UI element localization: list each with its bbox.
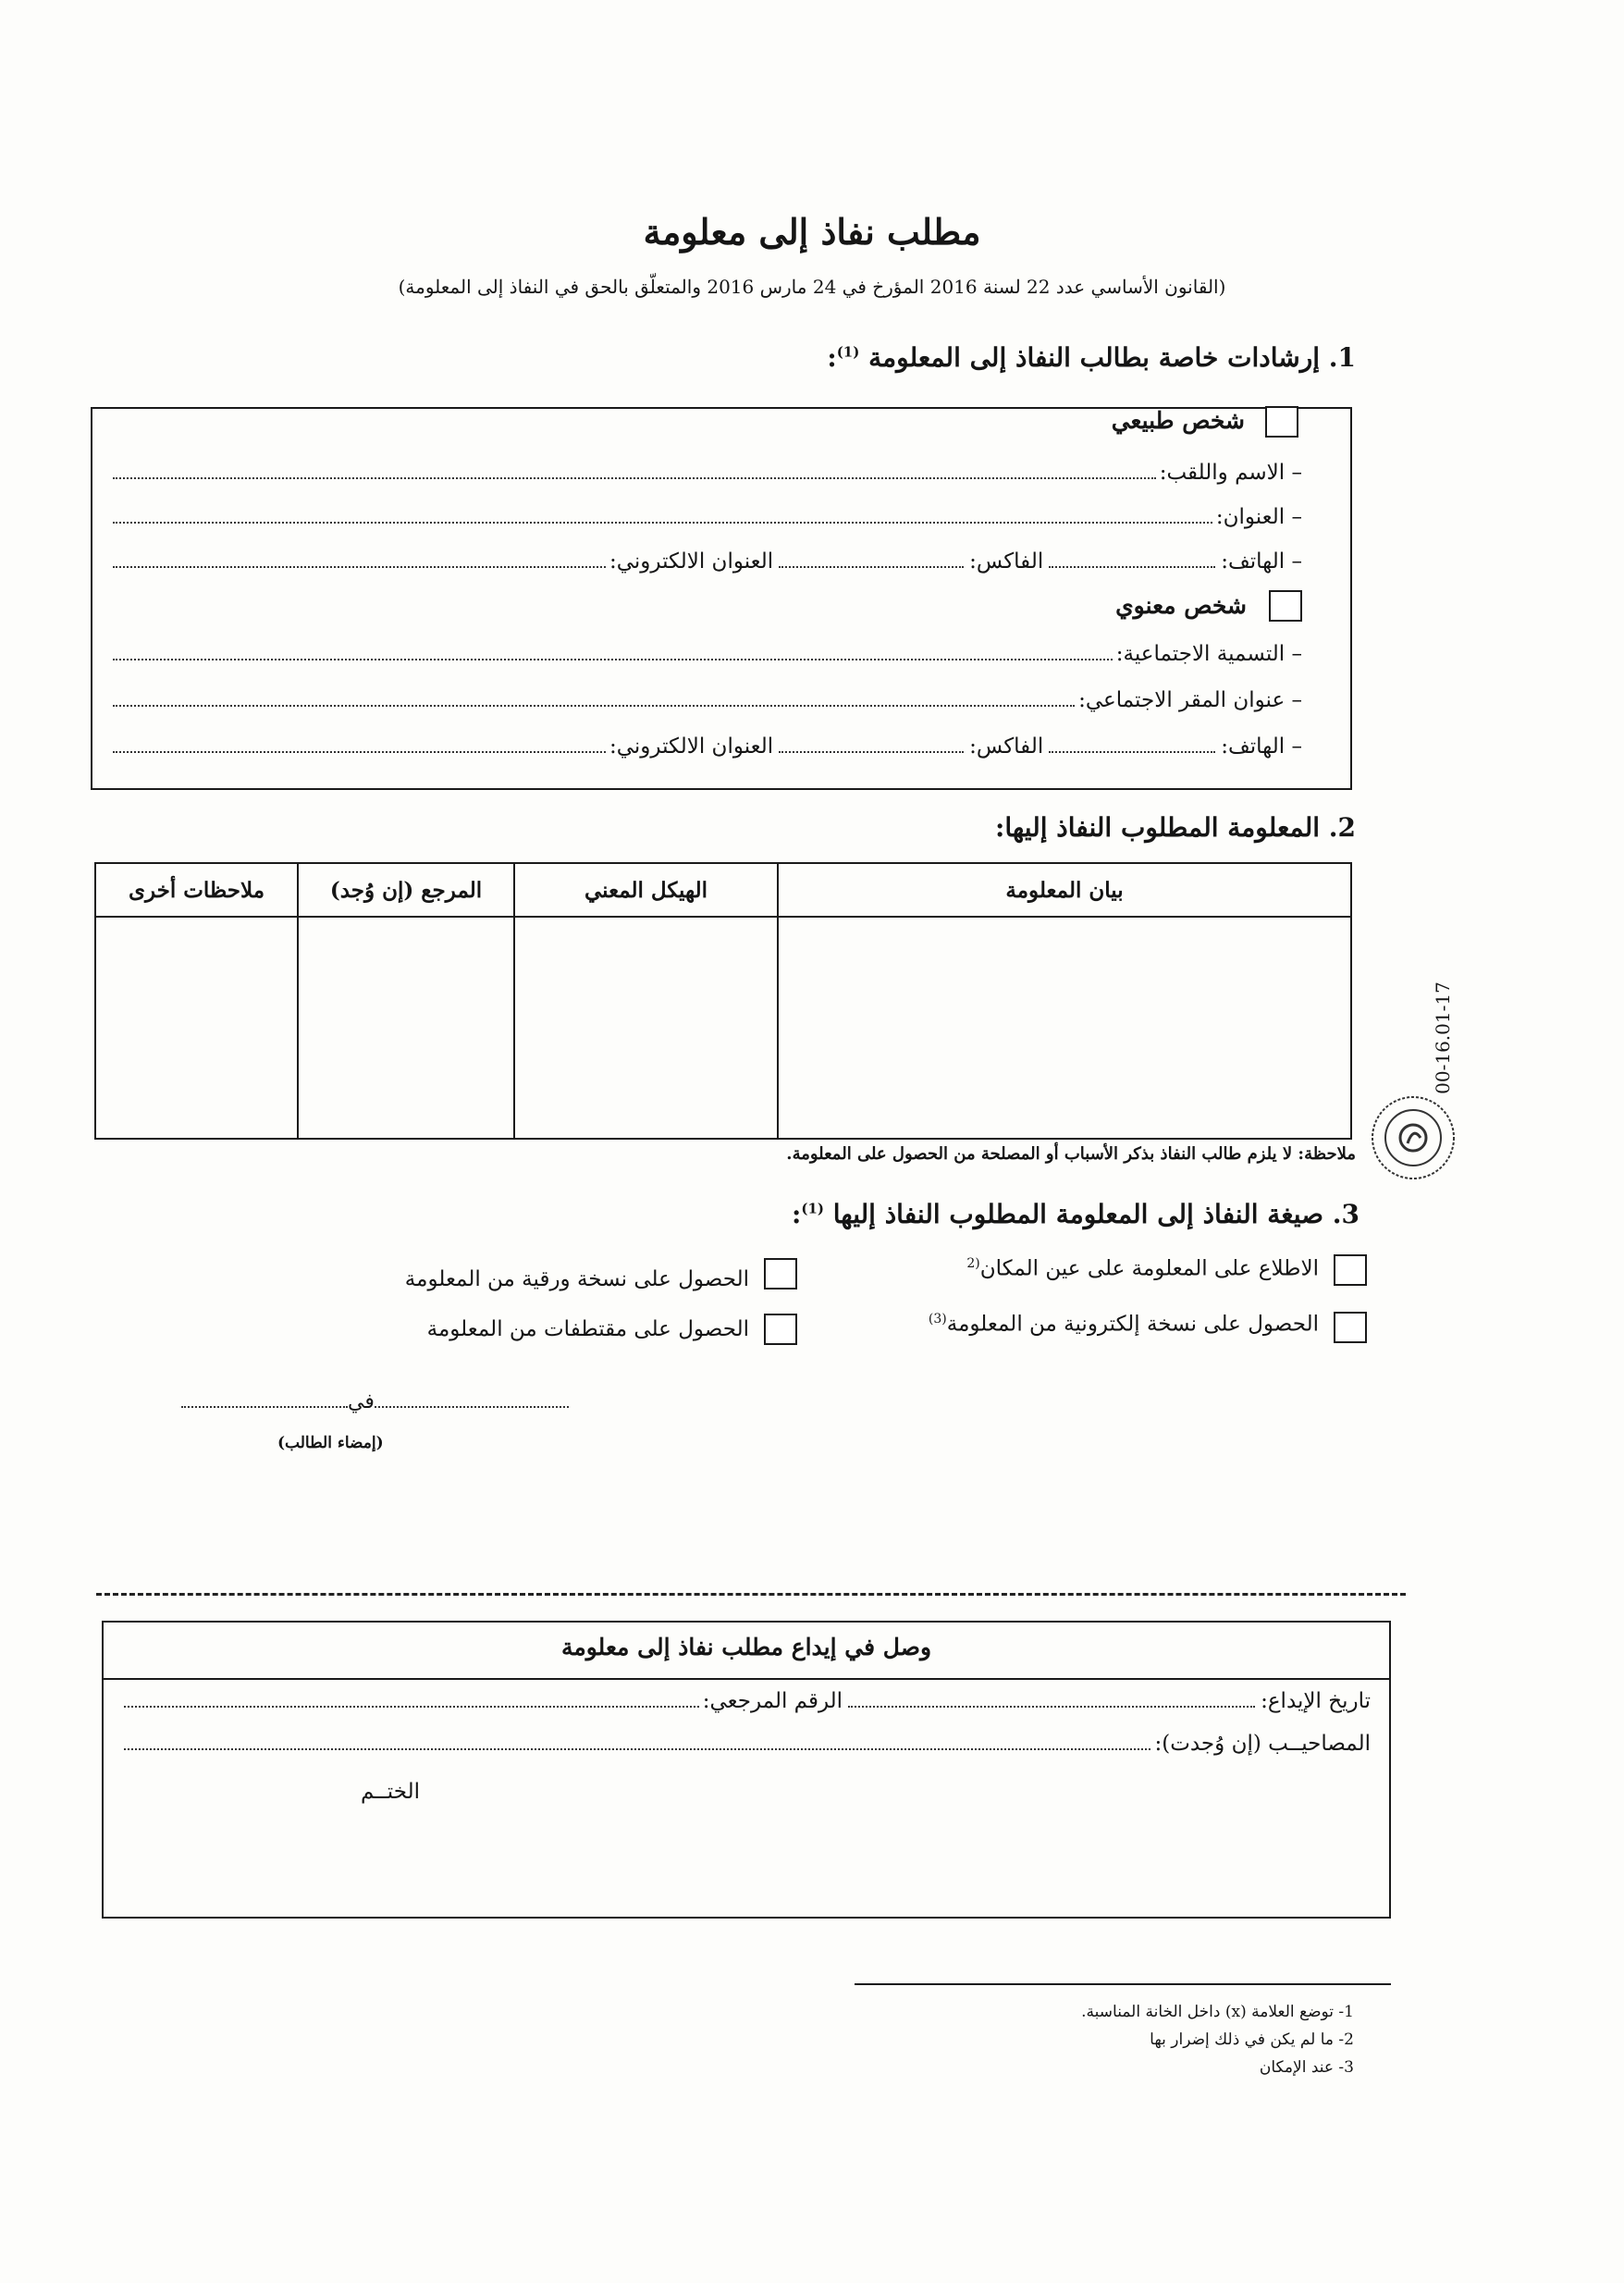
option-electronic-checkbox[interactable] bbox=[1334, 1312, 1367, 1343]
attachments-label: المصاحيــب (إن وُجدت): bbox=[1154, 1732, 1371, 1756]
legal-person-label: شخص معنوي bbox=[1115, 592, 1247, 619]
section3-title-text: صيغة النفاذ إلى المعلومة المطلوب النفاذ إليها bbox=[832, 1199, 1324, 1229]
cell-concerned-body[interactable] bbox=[514, 917, 778, 1139]
name-row bbox=[109, 461, 1302, 485]
section2-note: ملاحظة: لا يلزم طالب النفاذ بذكر الأسباب أو المصلحة من الحصول على المعلومة. bbox=[786, 1144, 1356, 1164]
legal-phone-field[interactable] bbox=[1049, 734, 1215, 753]
footnote-2: 2- ما لم يكن في ذلك إضرار بها bbox=[1150, 2030, 1354, 2049]
place-date-row bbox=[181, 1389, 569, 1413]
option-paper-label: الحصول على نسخة ورقية من المعلومة bbox=[404, 1267, 749, 1291]
official-seal-icon bbox=[1367, 1092, 1459, 1184]
legal-fax-field[interactable] bbox=[779, 734, 964, 753]
company-name-row bbox=[109, 642, 1302, 666]
section3-title-end: : bbox=[792, 1199, 802, 1229]
table-row bbox=[95, 917, 1351, 1139]
cell-reference[interactable] bbox=[298, 917, 514, 1139]
option-on-site bbox=[966, 1256, 1319, 1281]
legal-phone-label: – الهاتف: bbox=[1221, 734, 1302, 759]
table-header-row bbox=[95, 863, 1351, 917]
natural-person-label: شخص طبيعي bbox=[1111, 407, 1245, 434]
section3-title bbox=[792, 1199, 1359, 1229]
fax-field[interactable] bbox=[779, 549, 964, 568]
name-field[interactable] bbox=[113, 461, 1156, 479]
form-subtitle: (القانون الأساسي عدد 22 لسنة 2016 المؤرخ في 24 مارس 2016 والمتعلّق بالحق في النفاذ إلى المعلومة) bbox=[398, 276, 1226, 298]
legal-fax-label: الفاكس: bbox=[969, 734, 1044, 759]
option-paper-checkbox[interactable] bbox=[764, 1258, 797, 1290]
company-name-field[interactable] bbox=[113, 642, 1113, 660]
receipt-date-row bbox=[120, 1689, 1371, 1713]
receipt-attachments-row bbox=[120, 1732, 1371, 1756]
name-label: – الاسم واللقب: bbox=[1159, 461, 1302, 485]
address-label: – العنوان: bbox=[1215, 505, 1302, 529]
option-electronic-ref: (3) bbox=[928, 1312, 947, 1327]
col-header-other-notes: ملاحظات أخرى bbox=[95, 863, 298, 917]
document-code: 00-16.01-17 bbox=[1432, 981, 1454, 1094]
section3-title-ref: (1) bbox=[801, 1200, 825, 1217]
option-on-site-label: الاطلاع على المعلومة على عين المكان bbox=[979, 1256, 1319, 1281]
section2-title bbox=[995, 812, 1356, 843]
legal-email-field[interactable] bbox=[113, 734, 606, 753]
address-field[interactable] bbox=[113, 505, 1212, 524]
legal-person-checkbox[interactable] bbox=[1269, 590, 1302, 622]
option-excerpts-label: الحصول على مقتطفات من المعلومة bbox=[426, 1317, 749, 1341]
section1-title bbox=[827, 342, 1356, 373]
natural-person-checkbox[interactable] bbox=[1265, 406, 1298, 438]
phone-label: – الهاتف: bbox=[1221, 549, 1302, 574]
hq-address-label: – عنوان المقر الاجتماعي: bbox=[1078, 688, 1302, 712]
footnote-divider bbox=[855, 1983, 1391, 1985]
option-electronic bbox=[929, 1312, 1319, 1337]
receipt-title-divider bbox=[102, 1678, 1391, 1680]
fax-label: الفاكس: bbox=[969, 549, 1044, 574]
receipt-box bbox=[102, 1621, 1391, 1919]
section1-title-ref: (1) bbox=[836, 343, 860, 361]
section1-title-text: إرشادات خاصة بطالب النفاذ إلى المعلومة bbox=[868, 342, 1321, 373]
requested-info-table bbox=[94, 862, 1352, 1140]
form-title: مطلب نفاذ إلى معلومة bbox=[643, 211, 981, 253]
email-label: العنوان الالكتروني: bbox=[609, 549, 774, 574]
section1-title-end: : bbox=[827, 342, 837, 373]
address-row bbox=[109, 505, 1302, 529]
option-on-site-checkbox[interactable] bbox=[1334, 1254, 1367, 1286]
stamp-label: الختــم bbox=[361, 1780, 420, 1804]
legal-contact-row bbox=[109, 734, 1302, 759]
section3-number: 3. bbox=[1332, 1199, 1359, 1229]
company-name-label: – التسمية الاجتماعية: bbox=[1115, 642, 1302, 666]
place-field[interactable] bbox=[375, 1389, 569, 1408]
section2-title-text: المعلومة المطلوب النفاذ إليها: bbox=[995, 812, 1321, 843]
reference-number-field[interactable] bbox=[124, 1689, 699, 1708]
footnote-1: 1- توضع العلامة (x) داخل الخانة المناسبة. bbox=[1081, 2003, 1354, 2021]
place-date-in-label: في bbox=[348, 1390, 375, 1413]
cell-other-notes[interactable] bbox=[95, 917, 298, 1139]
col-header-concerned-body: الهيكل المعني bbox=[514, 863, 778, 917]
option-on-site-ref: (2 bbox=[966, 1256, 980, 1271]
section2-number: 2. bbox=[1328, 812, 1356, 843]
section1-number: 1. bbox=[1328, 342, 1356, 373]
footnotes bbox=[1081, 1998, 1354, 2081]
phone-field[interactable] bbox=[1049, 549, 1215, 568]
contact-row bbox=[109, 549, 1302, 574]
signature-label: (إمضاء الطالب) bbox=[277, 1434, 384, 1452]
attachments-field[interactable] bbox=[124, 1732, 1150, 1750]
col-header-reference: المرجع (إن وُجد) bbox=[298, 863, 514, 917]
reference-number-label: الرقم المرجعي: bbox=[702, 1689, 843, 1713]
option-excerpts-checkbox[interactable] bbox=[764, 1314, 797, 1345]
email-field[interactable] bbox=[113, 549, 606, 568]
cell-info-description[interactable] bbox=[778, 917, 1351, 1139]
receipt-title: وصل في إيداع مطلب نفاذ إلى معلومة bbox=[560, 1634, 932, 1660]
hq-address-field[interactable] bbox=[113, 688, 1075, 707]
deposit-date-field[interactable] bbox=[848, 1689, 1255, 1708]
deposit-date-label: تاريخ الإيداع: bbox=[1261, 1689, 1371, 1713]
option-electronic-label: الحصول على نسخة إلكترونية من المعلومة bbox=[946, 1312, 1319, 1337]
legal-email-label: العنوان الالكتروني: bbox=[609, 734, 774, 759]
date-field[interactable] bbox=[181, 1389, 348, 1408]
col-header-info-description: بيان المعلومة bbox=[778, 863, 1351, 917]
footnote-3: 3- عند الإمكان bbox=[1259, 2058, 1354, 2077]
cut-line bbox=[96, 1593, 1406, 1596]
hq-address-row bbox=[109, 688, 1302, 712]
